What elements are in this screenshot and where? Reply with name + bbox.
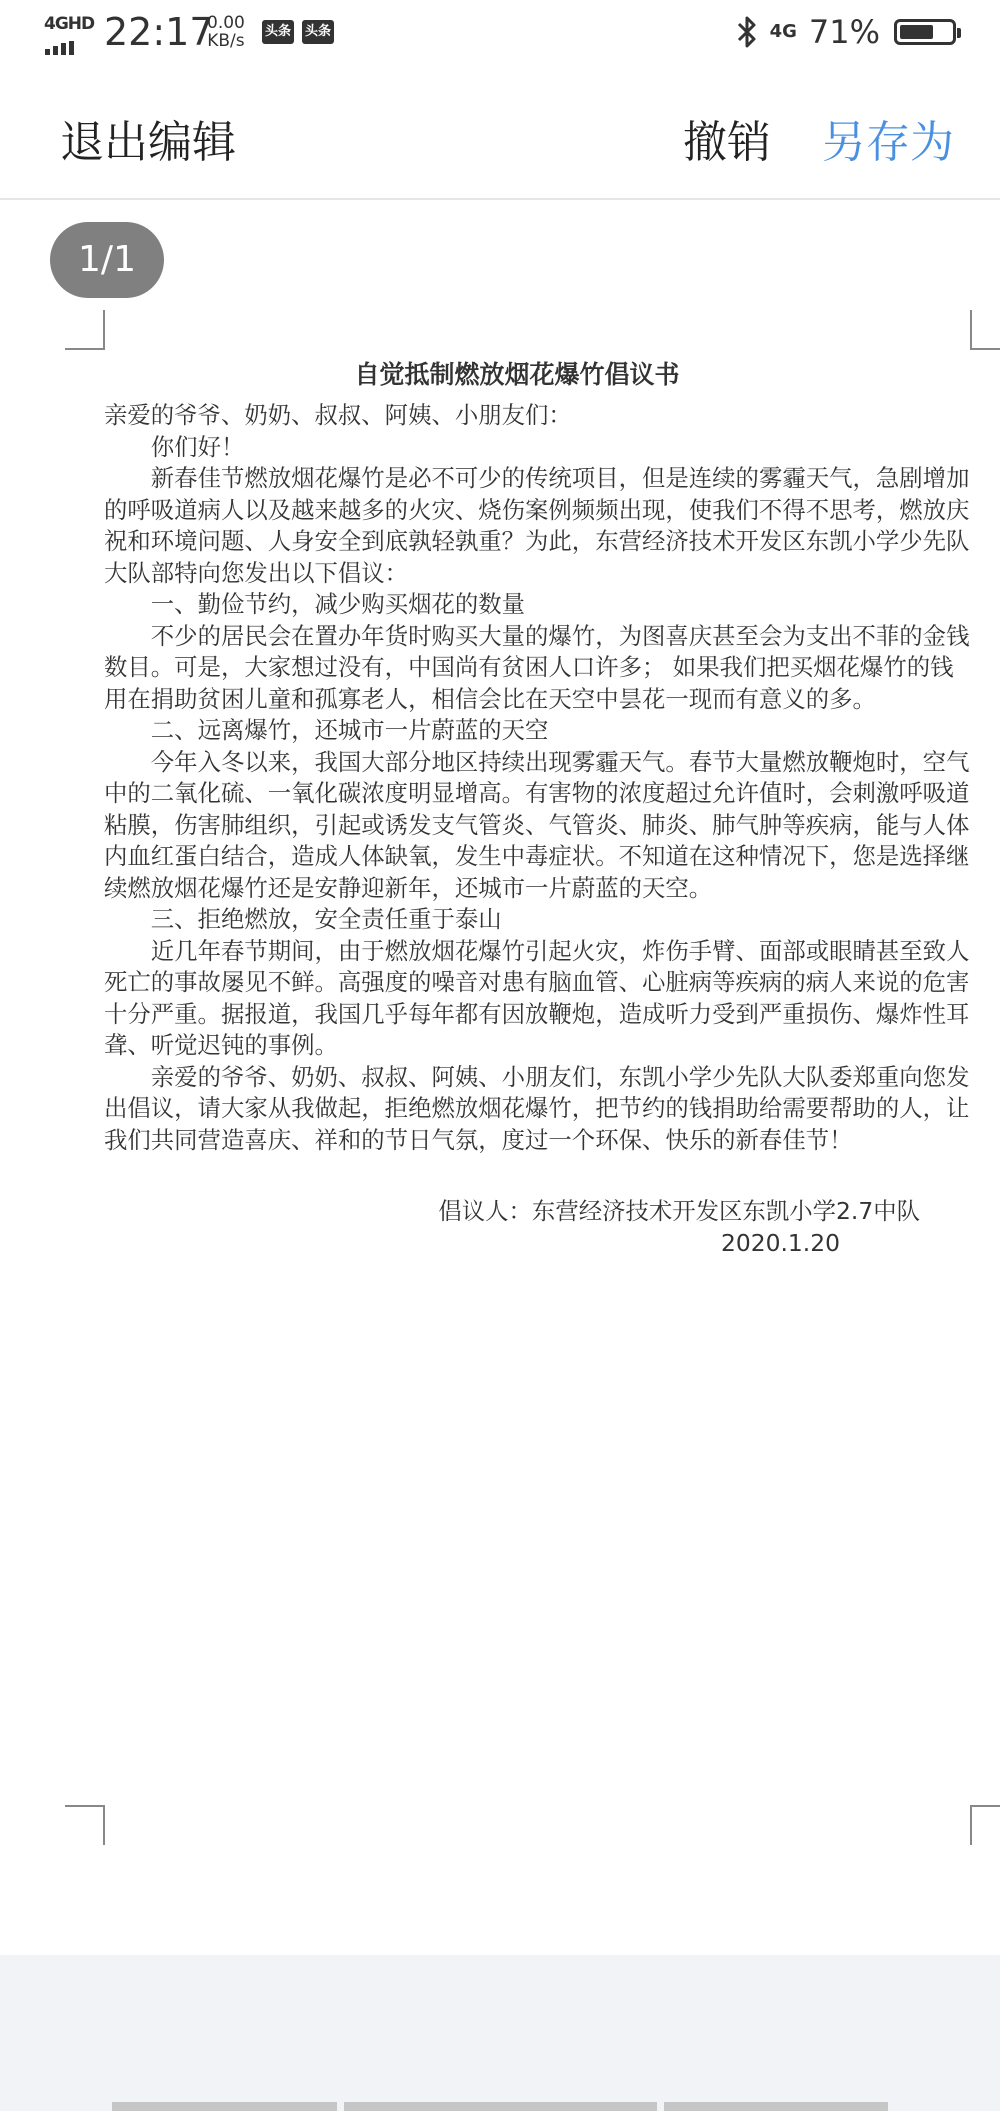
status-bar [0,0,1000,66]
page-corner-mark [65,310,105,350]
signal-icon [44,14,95,50]
paragraph[interactable]: 今年入冬以来，我国大部分地区持续出现雾霾天气。春节大量燃放鞭炮时，空气中的二氧化硫、一氧化碳浓度明显增高。有害物的浓度超过允许值时，会刺激呼吸道粘膜，伤害肺组织，引起或诱发支气管炎、气管炎、肺炎、肺气肿等疾病，能与人体内血红蛋白结合，造成人体缺氧，发生中毒症状。不知道在这种情况下，您是选择继续燃放烟花爆竹还是安静迎新年，还城市一片蔚蓝的天空。 [104,747,970,902]
toutiao-badge-icon: 头条 [302,20,334,44]
bluetooth-icon [736,15,758,49]
status-time: 22:17 [104,10,214,54]
bottom-panel [0,1955,1000,2111]
greeting[interactable]: 你们好！ [150,432,245,461]
toutiao-badge-icon: 头条 [262,20,294,44]
thumbnail-strip-segment[interactable] [112,2102,337,2111]
thumbnail-strip-segment[interactable] [664,2102,888,2111]
battery-icon [894,19,956,45]
speed-value: 0.00 [207,13,245,33]
edit-toolbar [0,66,1000,200]
speed-unit: KB/s [207,31,245,51]
paragraph[interactable]: 新春佳节燃放烟花爆竹是必不可少的传统项目，但是连续的雾霾天气，急剧增加的呼吸道病人以及越来越多的火灾、烧伤案例频频出现，使我们不得不思考，燃放庆祝和环境问题、人身安全到底孰轻孰重？为此，东营经济技术开发区东凯小学少先队大队部特向您发出以下倡议： [104,464,970,587]
paragraph[interactable]: 亲爱的爷爷、奶奶、叔叔、阿姨、小朋友们，东凯小学少先队大队委郑重向您发出倡议，请大家从我做起，拒绝燃放烟花爆竹，把节约的钱捐助给需要帮助的人，让我们共同营造喜庆、祥和的节日气氛，度过一个环保、快乐的新春佳节！ [104,1062,970,1154]
status-right-group [736,12,956,52]
save-as-button[interactable]: 另存为 [822,106,954,170]
section-heading[interactable]: 三、拒绝燃放，安全责任重于泰山 [150,905,502,933]
page-indicator: 1/1 [50,222,164,298]
document-title[interactable]: 自觉抵制燃放烟花爆竹倡议书 [354,360,680,389]
page-corner-mark [970,310,1000,350]
network-type: 4GHD [44,14,95,34]
section-heading[interactable]: 一、勤俭节约，减少购买烟花的数量 [150,590,526,618]
network-type-right: 4G [769,21,797,42]
exit-edit-button[interactable]: 退出编辑 [60,106,236,170]
paragraph[interactable]: 近几年春节期间，由于燃放烟花爆竹引起火灾，炸伤手臂、面部或眼睛甚至致人死亡的事故屡见不鲜。高强度的噪音对患有脑血管、心脏病等疾病的病人来说的危害十分严重。据报道，我国几乎每年都有因放鞭炮，造成听力受到严重损伤、爆炸性耳聋、听觉迟钝的事例。 [104,936,970,1059]
battery-percent: 71% [808,13,880,51]
salutation[interactable]: 亲爱的爷爷、奶奶、叔叔、阿姨、小朋友们： [104,401,572,429]
section-heading[interactable]: 二、远离爆竹，还城市一片蔚蓝的天空 [150,716,549,744]
undo-button[interactable]: 撤销 [683,106,771,170]
document-viewport[interactable] [0,200,1000,1955]
paragraph[interactable]: 不少的居民会在置办年货时购买大量的爆竹，为图喜庆甚至会为支出不菲的金钱数目。可是，大家想过没有，中国尚有贫困人口许多； 如果我们把买烟花爆竹的钱用在捐助贫困儿童和孤寡老人，相信会比在天空中昙花一现而有意义的多。 [104,621,970,713]
document-page[interactable] [104,358,970,1259]
signer-line[interactable]: 倡议人：东营经济技术开发区东凯小学2.7中队 [438,1197,920,1225]
page-corner-mark [65,1805,105,1845]
sign-date[interactable]: 2020.1.20 [720,1228,840,1257]
page-corner-mark [970,1805,1000,1845]
thumbnail-strip-segment[interactable] [344,2102,657,2111]
network-speed [207,14,245,50]
